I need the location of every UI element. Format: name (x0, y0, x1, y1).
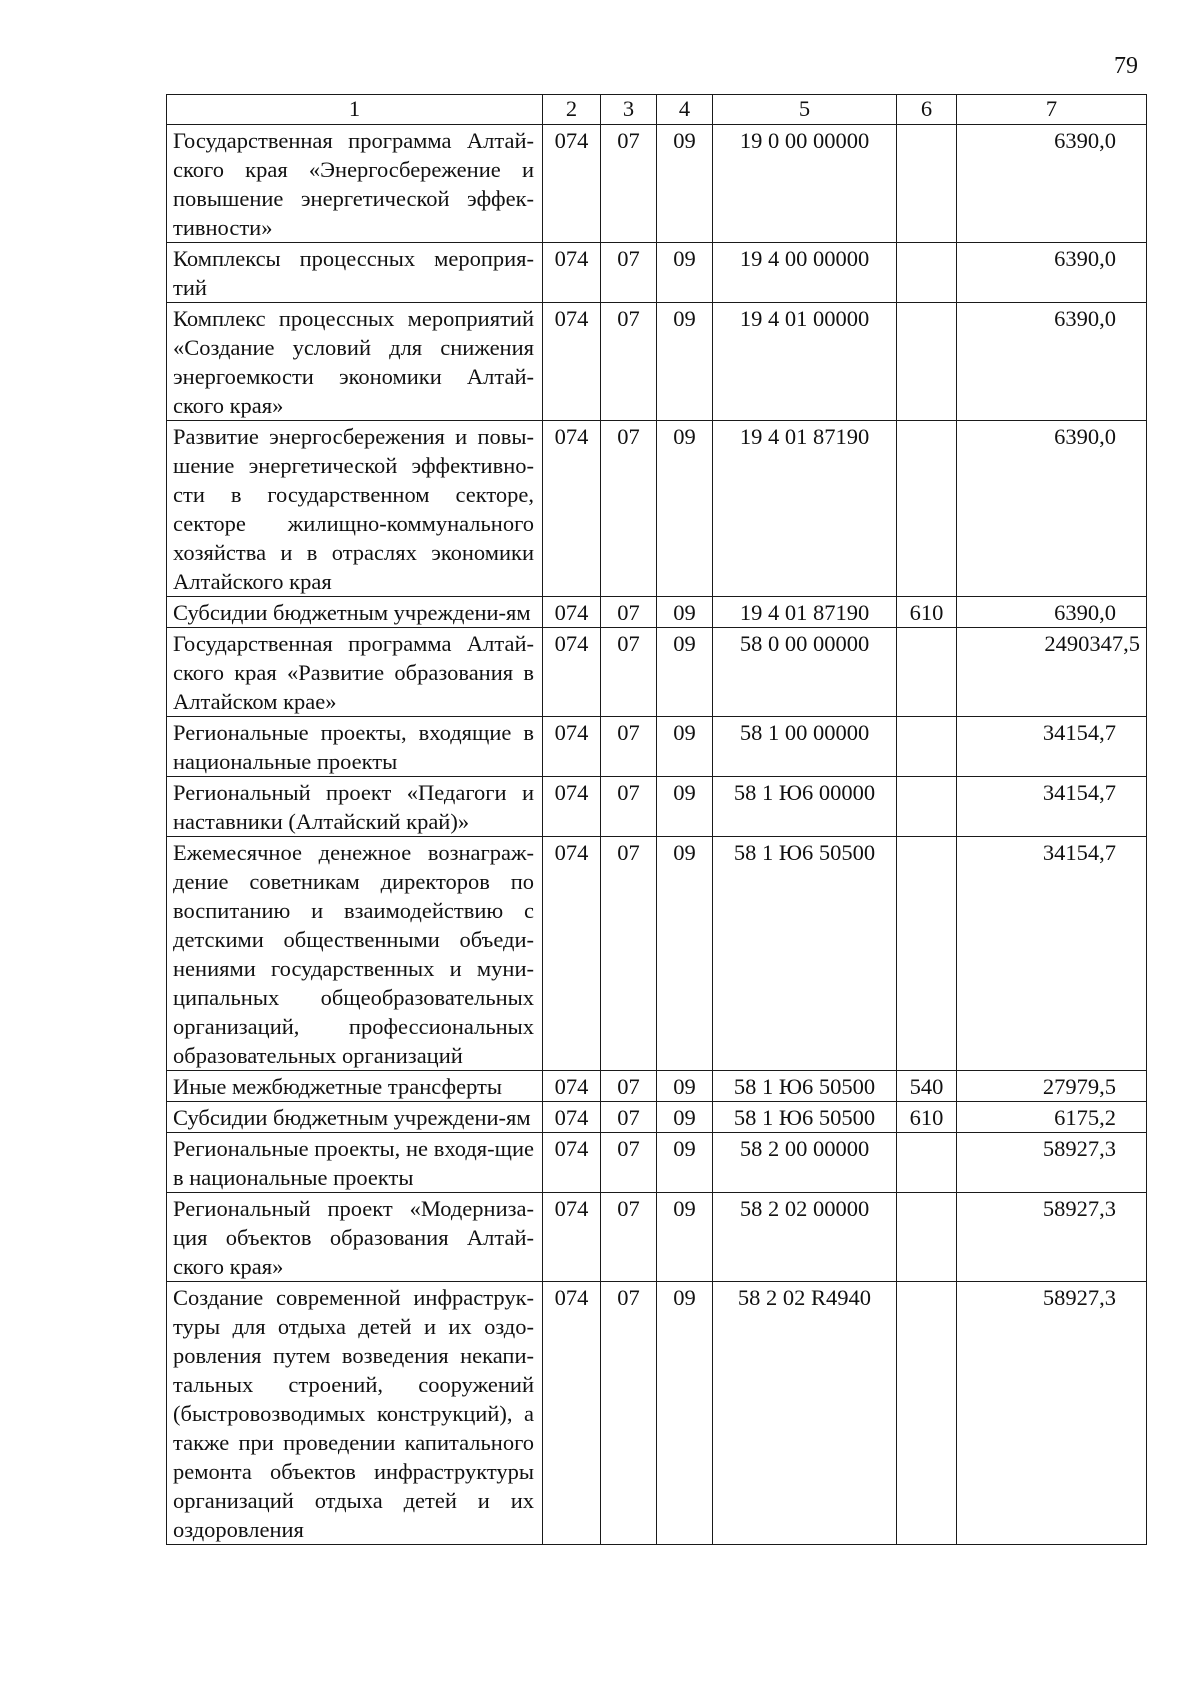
row-name-cell: Комплексы процессных мероприя-тий (167, 243, 543, 303)
amount-cell: 34154,7 (957, 777, 1147, 837)
column-header-1: 1 (167, 95, 543, 125)
subsection-code-cell: 09 (657, 717, 713, 777)
section-code-cell: 07 (601, 1071, 657, 1102)
target-article-cell: 19 4 01 00000 (713, 303, 897, 421)
section-code-cell: 07 (601, 1193, 657, 1282)
row-name-cell: Развитие энергосбережения и повы-шение энергетической эффективно-сти в государственном секторе, секторе жилищно-коммунального хозяйства и в отраслях экономики Алтайского края (167, 421, 543, 597)
amount-cell: 58927,3 (957, 1193, 1147, 1282)
section-code-cell: 07 (601, 1282, 657, 1545)
subsection-code-cell: 09 (657, 125, 713, 243)
ministry-code-cell: 074 (543, 421, 601, 597)
table-row (167, 628, 1147, 717)
target-article-cell: 58 2 02 R4940 (713, 1282, 897, 1545)
row-name-cell: Государственная программа Алтай-ского края «Энергосбережение и повышение энергетической эффек-тивности» (167, 125, 543, 243)
column-header-3: 3 (601, 95, 657, 125)
amount-cell: 6390,0 (957, 421, 1147, 597)
ministry-code-cell: 074 (543, 1133, 601, 1193)
expense-type-cell (897, 717, 957, 777)
amount-cell: 27979,5 (957, 1071, 1147, 1102)
expense-type-cell (897, 1282, 957, 1545)
row-name-cell: Субсидии бюджетным учреждени-ям (167, 597, 543, 628)
target-article-cell: 58 2 02 00000 (713, 1193, 897, 1282)
row-name-cell: Региональный проект «Педагоги и наставники (Алтайский край)» (167, 777, 543, 837)
subsection-code-cell: 09 (657, 1282, 713, 1545)
table-header-row (167, 95, 1147, 125)
expense-type-cell (897, 243, 957, 303)
expense-type-cell (897, 628, 957, 717)
expense-type-cell: 610 (897, 1102, 957, 1133)
subsection-code-cell: 09 (657, 628, 713, 717)
expense-type-cell: 610 (897, 597, 957, 628)
section-code-cell: 07 (601, 303, 657, 421)
subsection-code-cell: 09 (657, 1102, 713, 1133)
section-code-cell: 07 (601, 1133, 657, 1193)
target-article-cell: 58 1 Ю6 50500 (713, 1102, 897, 1133)
ministry-code-cell: 074 (543, 597, 601, 628)
target-article-cell: 19 4 01 87190 (713, 421, 897, 597)
amount-cell: 2490347,5 (957, 628, 1147, 717)
ministry-code-cell: 074 (543, 1282, 601, 1545)
ministry-code-cell: 074 (543, 717, 601, 777)
table-row (167, 1133, 1147, 1193)
expense-type-cell (897, 1193, 957, 1282)
ministry-code-cell: 074 (543, 125, 601, 243)
amount-cell: 34154,7 (957, 837, 1147, 1071)
table-row (167, 1193, 1147, 1282)
expense-type-cell (897, 125, 957, 243)
section-code-cell: 07 (601, 777, 657, 837)
column-header-6: 6 (897, 95, 957, 125)
amount-cell: 6175,2 (957, 1102, 1147, 1133)
subsection-code-cell: 09 (657, 303, 713, 421)
subsection-code-cell: 09 (657, 421, 713, 597)
table-row (167, 1102, 1147, 1133)
column-header-5: 5 (713, 95, 897, 125)
row-name-cell: Региональные проекты, не входя-щие в национальные проекты (167, 1133, 543, 1193)
target-article-cell: 58 1 00 00000 (713, 717, 897, 777)
table-row (167, 125, 1147, 243)
expense-type-cell (897, 421, 957, 597)
target-article-cell: 58 1 Ю6 00000 (713, 777, 897, 837)
row-name-cell: Иные межбюджетные трансферты (167, 1071, 543, 1102)
amount-cell: 58927,3 (957, 1282, 1147, 1545)
ministry-code-cell: 074 (543, 628, 601, 717)
subsection-code-cell: 09 (657, 777, 713, 837)
table-row (167, 717, 1147, 777)
row-name-cell: Региональные проекты, входящие в национальные проекты (167, 717, 543, 777)
budget-table (166, 94, 1147, 1545)
amount-cell: 34154,7 (957, 717, 1147, 777)
ministry-code-cell: 074 (543, 1071, 601, 1102)
target-article-cell: 19 4 01 87190 (713, 597, 897, 628)
column-header-4: 4 (657, 95, 713, 125)
expense-type-cell (897, 837, 957, 1071)
section-code-cell: 07 (601, 1102, 657, 1133)
row-name-cell: Субсидии бюджетным учреждени-ям (167, 1102, 543, 1133)
section-code-cell: 07 (601, 717, 657, 777)
row-name-cell: Комплекс процессных мероприятий «Создание условий для снижения энергоемкости экономики Алтай-ского края» (167, 303, 543, 421)
target-article-cell: 58 2 00 00000 (713, 1133, 897, 1193)
table-row (167, 243, 1147, 303)
section-code-cell: 07 (601, 597, 657, 628)
subsection-code-cell: 09 (657, 1071, 713, 1102)
amount-cell: 6390,0 (957, 243, 1147, 303)
table-row (167, 1282, 1147, 1545)
ministry-code-cell: 074 (543, 1193, 601, 1282)
target-article-cell: 58 0 00 00000 (713, 628, 897, 717)
target-article-cell: 19 4 00 00000 (713, 243, 897, 303)
subsection-code-cell: 09 (657, 1133, 713, 1193)
section-code-cell: 07 (601, 837, 657, 1071)
expense-type-cell: 540 (897, 1071, 957, 1102)
page-number: 79 (1114, 53, 1138, 79)
column-header-7: 7 (957, 95, 1147, 125)
target-article-cell: 58 1 Ю6 50500 (713, 837, 897, 1071)
target-article-cell: 58 1 Ю6 50500 (713, 1071, 897, 1102)
amount-cell: 6390,0 (957, 125, 1147, 243)
ministry-code-cell: 074 (543, 243, 601, 303)
subsection-code-cell: 09 (657, 837, 713, 1071)
column-header-2: 2 (543, 95, 601, 125)
row-name-cell: Региональный проект «Модерниза-ция объектов образования Алтай-ского края» (167, 1193, 543, 1282)
target-article-cell: 19 0 00 00000 (713, 125, 897, 243)
ministry-code-cell: 074 (543, 1102, 601, 1133)
ministry-code-cell: 074 (543, 777, 601, 837)
table-row (167, 837, 1147, 1071)
ministry-code-cell: 074 (543, 837, 601, 1071)
expense-type-cell (897, 1133, 957, 1193)
table-row (167, 303, 1147, 421)
section-code-cell: 07 (601, 125, 657, 243)
expense-type-cell (897, 303, 957, 421)
amount-cell: 58927,3 (957, 1133, 1147, 1193)
table-row (167, 597, 1147, 628)
table-row (167, 421, 1147, 597)
expense-type-cell (897, 777, 957, 837)
row-name-cell: Ежемесячное денежное вознаграж-дение советникам директоров по воспитанию и взаимодействию с детскими общественными объеди-нениями государственных и муни-ципальных общеобразовательных организаций, профессиональных образовательных организаций (167, 837, 543, 1071)
ministry-code-cell: 074 (543, 303, 601, 421)
row-name-cell: Создание современной инфраструк-туры для отдыха детей и их оздо-ровления путем возведения некапи-тальных строений, сооружений (быстровозводимых конструкций), а также при проведении капитального ремонта объектов инфраструктуры организаций отдыха детей и их оздоровления (167, 1282, 543, 1545)
section-code-cell: 07 (601, 243, 657, 303)
subsection-code-cell: 09 (657, 1193, 713, 1282)
section-code-cell: 07 (601, 421, 657, 597)
table-body (167, 125, 1147, 1545)
table-row (167, 777, 1147, 837)
section-code-cell: 07 (601, 628, 657, 717)
amount-cell: 6390,0 (957, 303, 1147, 421)
subsection-code-cell: 09 (657, 597, 713, 628)
amount-cell: 6390,0 (957, 597, 1147, 628)
table-row (167, 1071, 1147, 1102)
subsection-code-cell: 09 (657, 243, 713, 303)
row-name-cell: Государственная программа Алтай-ского края «Развитие образования в Алтайском крае» (167, 628, 543, 717)
